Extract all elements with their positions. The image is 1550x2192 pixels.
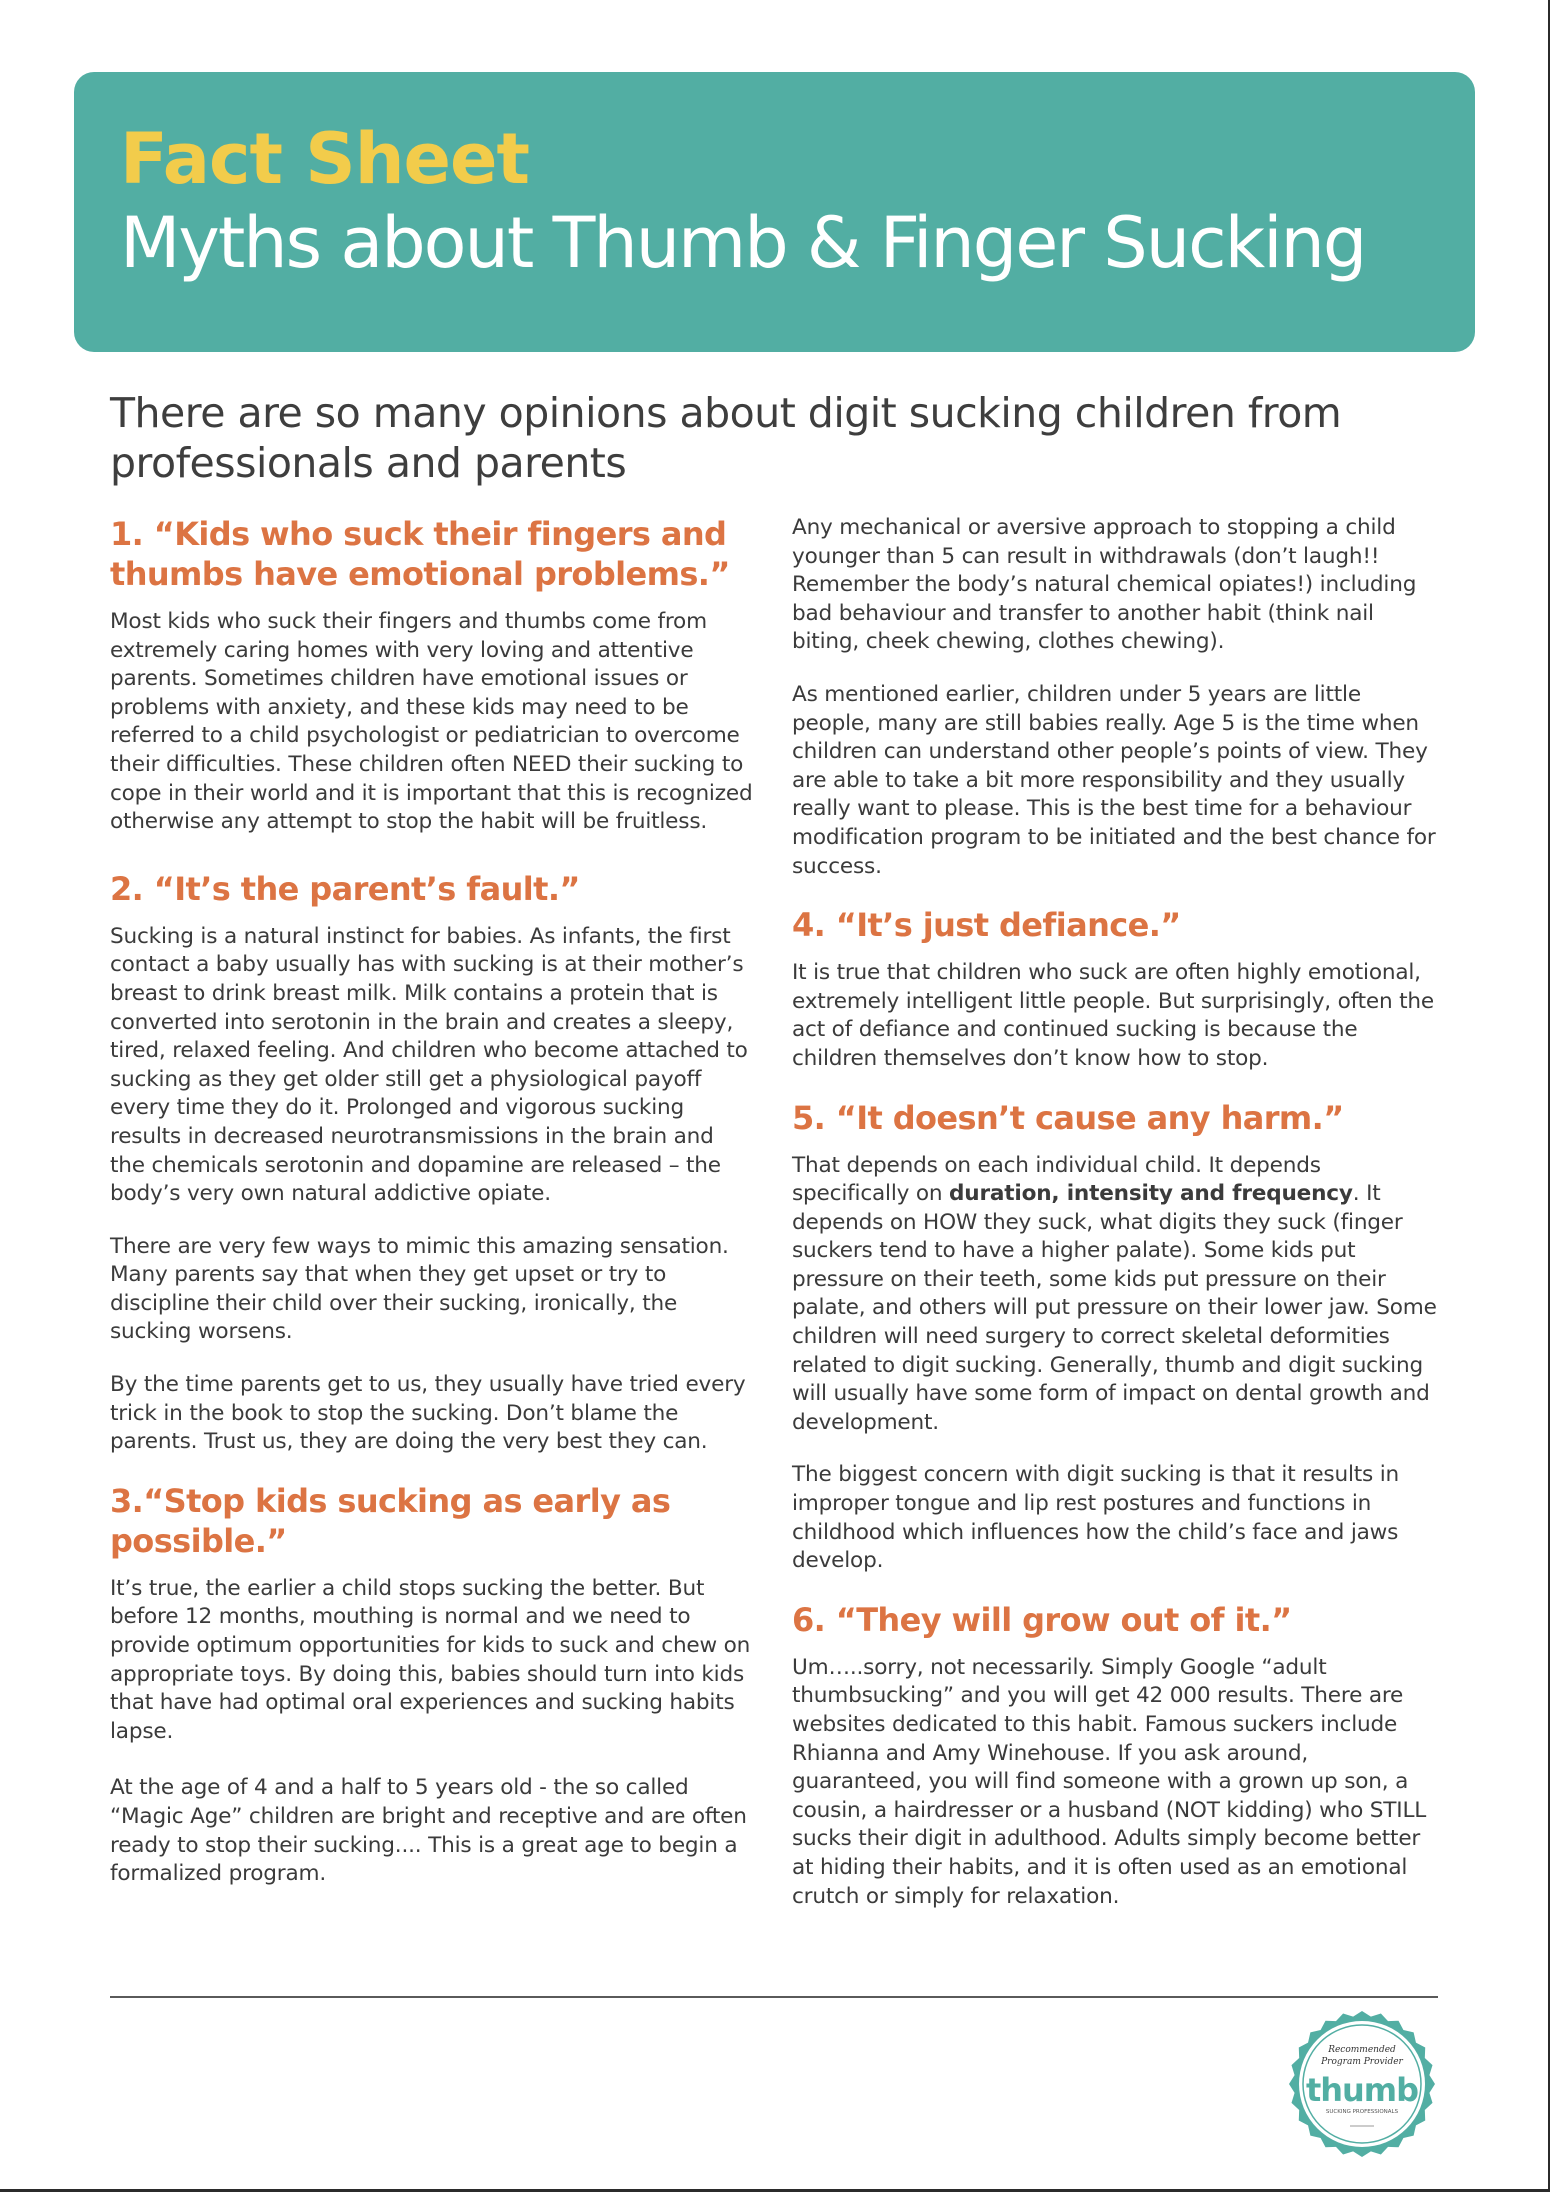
section-5-text-end: . It depends on HOW they suck, what digits they suck (finger suckers tend to have a higher palate). Some kids put pressure on their teeth, some kids put pressure on their palate, and others will put pressure on their lower jaw. Some children will need surgery to correct skeletal deformities related to digit sucking. Generally, thumb and digit sucking will usually have some form of impact on dental growth and development. <box>792 1181 1437 1435</box>
section-5-paragraph-2: The biggest concern with digit sucking is that it results in improper tongue and lip rest postures and functions in childhood which influences how the child’s face and jaws develop. <box>792 1462 1400 1574</box>
section-6-heading: 6. “They will grow out of it.” <box>792 1600 1292 1639</box>
intro-text: There are so many opinions about digit sucking children from professionals and parents <box>110 389 1342 487</box>
section-2-paragraph-2: There are very few ways to mimic this amazing sensation. Many parents say that when they get upset or try to discipline their child over their sucking, ironically, the sucking worsens. <box>110 1233 729 1345</box>
section-2-paragraph-1: Sucking is a natural instinct for babies. As infants, the first contact a baby usually has with sucking is at their mother’s breast to drink breast milk. Milk contains a protein that is converted into serotonin in the brain and creates a sleepy, tired, relaxed feeling. And children who become attached to sucking as they get older still get a physiological payoff every time they do it. Prolonged and vigorous sucking results in decreased neurotransmissions in the brain and the chemicals serotonin and dopamine are released – the body’s very own natural addictive opiate. <box>110 923 748 1207</box>
section-3-paragraph-3: Any mechanical or aversive approach to stopping a child younger than 5 can result in withdrawals (don’t laugh!! Remember the body’s natural chemical opiates!) including bad behaviour and transfer to another habit (think nail biting, cheek chewing, clothes chewing). <box>792 515 1417 655</box>
section-2-paragraph-3: By the time parents get to us, they usually have tried every trick in the book to stop the sucking. Don’t blame the parents. Trust us, they are doing the very best they can. <box>110 1372 746 1455</box>
section-5-text-start: That depends on each individual child. It depends specifically on <box>792 1152 1321 1207</box>
badge-text-line2: Program Provider <box>1321 2057 1403 2067</box>
section-3-heading: 3.“Stop kids sucking as early as possible.” <box>110 1481 671 1560</box>
badge-brand-logo: thumb <box>1305 2071 1419 2109</box>
section-3-paragraph-4: As mentioned earlier, children under 5 years are little people, many are still babies really. Age 5 is the time when children can understand other people’s points of view. They are able to take a bit more responsibility and they usually really want to please. This is the best time for a behaviour modification program to be initiated and the best chance for success. <box>792 681 1436 879</box>
recommended-provider-badge <box>1288 2010 1436 2158</box>
badge-text-line1: Recommended <box>1328 2045 1396 2055</box>
section-1-heading: 1. “Kids who suck their fingers and thumbs have emotional problems.” <box>110 515 730 593</box>
badge-brand-subtitle: SUCKING PROFESSIONALS <box>1325 2109 1399 2115</box>
section-3-paragraph-1: It’s true, the earlier a child stops sucking the better. But before 12 months, mouthing is normal and we need to provide optimum opportunities for kids to suck and chew on appropriate toys. By doing this, babies should turn into kids that have had optimal oral experiences and sucking habits lapse. <box>110 1575 751 1744</box>
section-1-paragraph: Most kids who suck their fingers and thumbs come from extremely caring homes with very loving and attentive parents. Sometimes children have emotional issues or problems with anxiety, and these kids may need to be referred to a child psychologist or pediatrician to overcome their difficulties. These children often NEED their sucking to cope in their world and it is important that this is recognized otherwise any attempt to stop the habit will be fruitless. <box>110 609 753 835</box>
page-title: Myths about Thumb & Finger Sucking <box>120 202 1366 284</box>
section-2-heading: 2. “It’s the parent’s fault.” <box>110 869 580 908</box>
section-3-paragraph-2: At the age of 4 and a half to 5 years old - the so called “Magic Age” children are bright and receptive and are often ready to stop their sucking.... This is a great age to begin a formalized program. <box>110 1775 747 1887</box>
right-column <box>792 514 1442 1911</box>
section-5-heading: 5. “It doesn’t cause any harm.” <box>792 1098 1344 1137</box>
section-6-paragraph: Um…..sorry, not necessarily. Simply Google “adult thumbsucking” and you will get 42 000 results. There are websites dedicated to this habit. Famous suckers include Rhianna and Amy Winehouse. If you ask around, guaranteed, you will find someone with a grown up son, a cousin, a hairdresser or a husband (NOT kidding) who STILL sucks their digit in adulthood. Adults simply become better at hiding their habits, and it is often used as an emotional crutch or simply for relaxation. <box>792 1654 1427 1909</box>
section-4-paragraph: It is true that children who suck are often highly emotional, extremely intelligent little people. But surprisingly, often the act of defiance and continued sucking is because the children themselves don’t know how to stop. <box>792 960 1435 1071</box>
section-4-heading: 4. “It’s just defiance.” <box>792 906 1181 945</box>
left-column <box>110 514 755 1889</box>
section-5-emphasis: duration, intensity and frequency <box>949 1181 1353 1207</box>
footer-divider <box>110 1996 1438 1998</box>
section-5-paragraph-1 <box>792 1152 1442 1438</box>
header-banner <box>74 72 1475 352</box>
fact-sheet-label: Fact Sheet <box>120 118 529 200</box>
